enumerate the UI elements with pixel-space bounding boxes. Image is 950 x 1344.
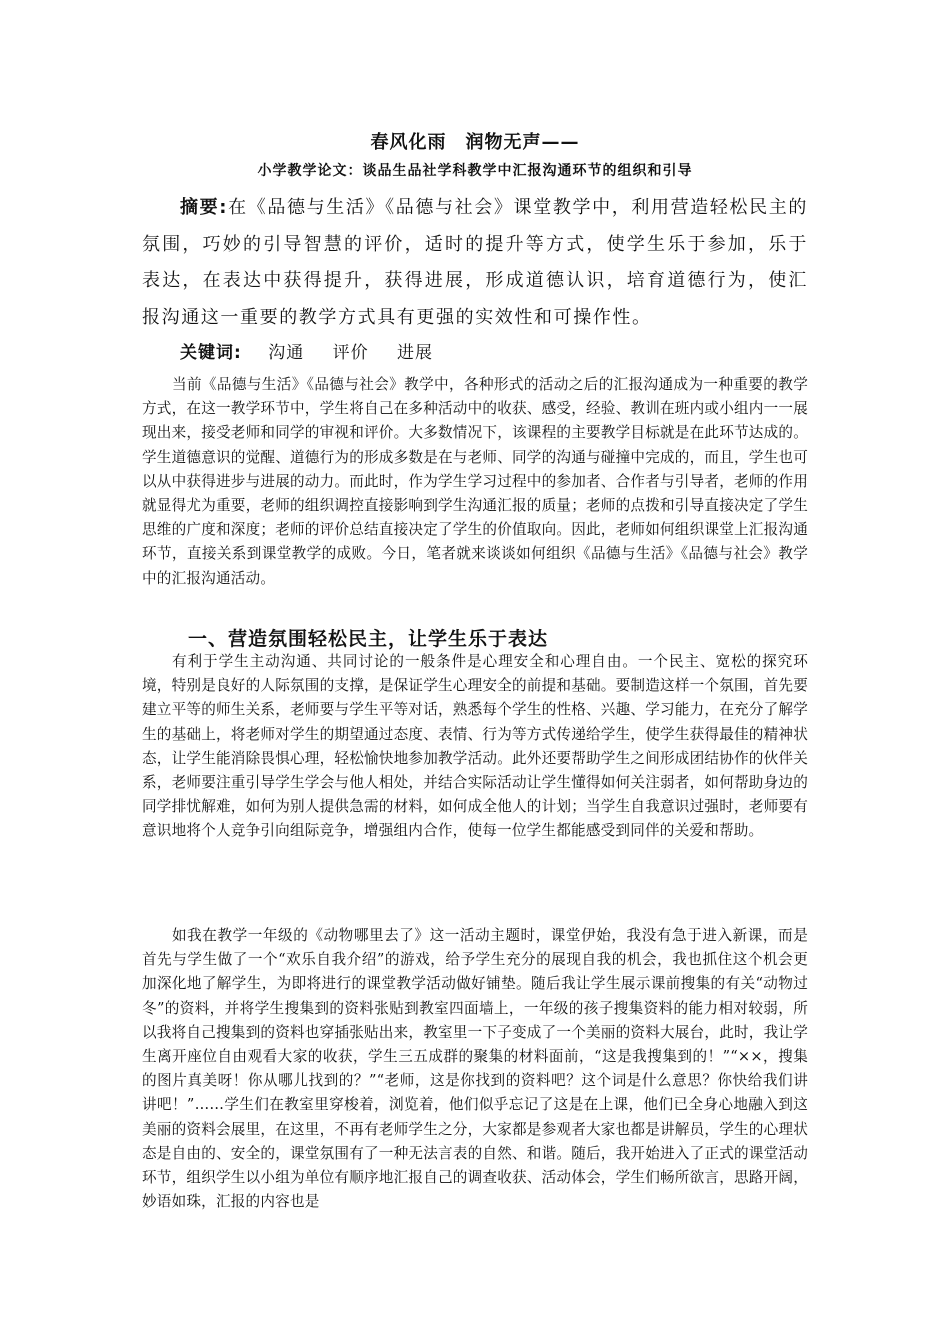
section-heading-1: 一、营造氛围轻松民主，让学生乐于表达 — [188, 628, 549, 650]
abstract-text: 在《品德与生活》《品德与社会》课堂教学中，利用营造轻松民主的氛围，巧妙的引导智慧的评价，适时的提升等方式，使学生乐于参加，乐于表达，在表达中获得提升，获得进展，形成道德认识，培育道德行为，使汇报沟通这一重要的教学方式具有更强的实效性和可操作性。 — [142, 197, 808, 328]
keyword-3: 进展 — [397, 343, 434, 363]
document-title: 春风化雨 润物无声—— — [370, 132, 580, 153]
abstract-paragraph — [142, 190, 808, 336]
intro-paragraph: 当前《品德与生活》《品德与社会》教学中，各种形式的活动之后的汇报沟通成为一种重要的教学方式，在这一教学环节中，学生将自己在多种活动中的收获、感受，经验、教训在班内或小组内一一展现出来，接受老师和同学的审视和评价。大多数情况下，该课程的主要教学目标就是在此环节达成的。学生道德意识的觉醒、道德行为的形成多数是在与老师、同学的沟通与碰撞中完成的，而且，学生也可以从中获得进步与进展的动力。而此时，作为学生学习过程中的参加者、合作者与引导者，老师的作用就显得尤为重要，老师的组织调控直接影响到学生沟通汇报的质量；老师的点拨和引导直接决定了学生思维的广度和深度；老师的评价总结直接决定了学生的价值取向。因此，老师如何组织课堂上汇报沟通环节，直接关系到课堂教学的成败。今日，笔者就来谈谈如何组织《品德与生活》《品德与社会》教学中的汇报沟通活动。 — [142, 376, 808, 587]
keyword-1: 沟通 — [268, 343, 305, 363]
keywords-label: 关键词: — [180, 343, 242, 363]
keywords-line — [180, 338, 455, 363]
section1-paragraph-2: 如我在教学一年级的《动物哪里去了》这一活动主题时，课堂伊始，我没有急于进入新课，而是首先与学生做了一个“欢乐自我介绍”的游戏，给予学生充分的展现自我的机会，我也抓住这个机会更加深化地了解学生，为即将进行的课堂教学活动做好铺垫。随后我让学生展示课前搜集的有关“动物过冬”的资料，并将学生搜集到的资料张贴到教室四面墙上，一年级的孩子搜集资料的能力相对较弱，所以我将自己搜集到的资料也穿插张贴出来，教室里一下子变成了一个美丽的资料大展台，此时，我让学生离开座位自由观看大家的收获，学生三五成群的聚集的材料面前，“这是我搜集到的！”“××，搜集的图片真美呀！你从哪儿找到的？”“老师，这是你找到的资料吧？这个词是什么意思？你快给我们讲讲吧！”……学生们在教室里穿梭着，浏览着，他们似乎忘记了这是在上课，他们已全身心地融入到这美丽的资料会展里，在这里，不再有老师学生之分，大家都是参观者大家也都是讲解员，学生的心理状态是自由的、安全的，课堂氛围有了一种无法言表的自然、和谐。随后，我开始进入了正式的课堂活动环节，组织学生以小组为单位有顺序地汇报自己的调查收获、活动体会，学生们畅所欲言，思路开阔，妙语如珠，汇报的内容也是 — [142, 927, 808, 1211]
keyword-2: 评价 — [332, 343, 369, 363]
document-subtitle: 小学教学论文：谈品生品社学科教学中汇报沟通环节的组织和引导 — [257, 163, 693, 179]
section1-paragraph-1: 有利于学生主动沟通、共同讨论的一般条件是心理安全和心理自由。一个民主、宽松的探究环境，特别是良好的人际氛围的支撑，是保证学生心理安全的前提和基础。要制造这样一个氛围，首先要建立平等的师生关系，老师要与学生平等对话，熟悉每个学生的性格、兴趣、学习能力，在充分了解学生的基础上，将老师对学生的期望通过态度、表情、行为等方式传递给学生，使学生获得最佳的精神状态，让学生能消除畏惧心理，轻松愉快地参加教学活动。此外还要帮助学生之间形成团结协作的伙伴关系，老师要注重引导学生学会与他人相处，并结合实际活动让学生懂得如何关注弱者，如何帮助身边的同学排忧解难，如何为别人提供急需的材料，如何成全他人的计划；当学生自我意识过强时，老师要有意识地将个人竞争引向组际竞争，增强组内合作，使每一位学生都能感受到同伴的关爱和帮助。 — [142, 653, 808, 840]
abstract-label: 摘要: — [180, 197, 229, 218]
